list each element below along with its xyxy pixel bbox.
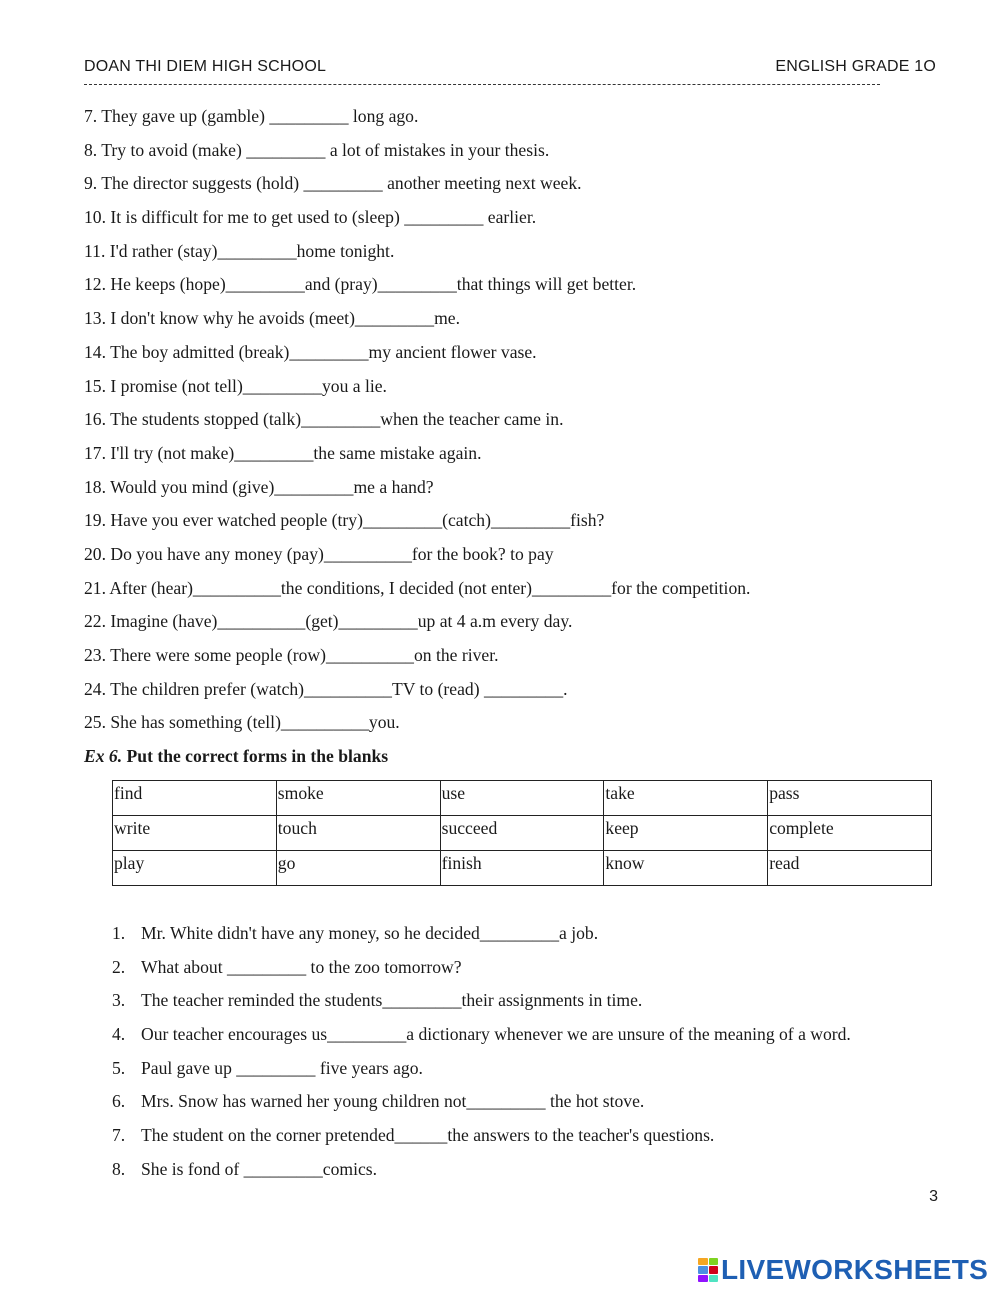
exercise-6-heading (84, 746, 388, 767)
exercise-line: 14. The boy admitted (break)_________my ancient flower vase. (84, 341, 537, 362)
item-text: She is fond of _________comics. (141, 1158, 378, 1179)
exercise-line: 8. Try to avoid (make) _________ a lot of mistakes in your thesis. (84, 139, 550, 160)
exercise-line: 23. There were some people (row)__________on the river. (84, 645, 499, 665)
word-cell: find (113, 781, 277, 816)
exercise-line: 16. The students stopped (talk)_________when the teacher came in. (84, 409, 564, 430)
word-cell: keep (604, 816, 768, 851)
item-number: 8. (112, 1158, 126, 1179)
exercise-line: 15. I promise (not tell)_________you a lie. (84, 375, 387, 396)
word-bank-table (112, 780, 932, 886)
item-number: 1. (112, 923, 126, 943)
item-number: 3. (112, 990, 126, 1011)
exercise-line: 22. Imagine (have)__________(get)_________up at 4 a.m every day. (84, 611, 573, 632)
list-item (112, 1021, 851, 1055)
logo-tile (698, 1275, 708, 1282)
exercise-line: 10. It is difficult for me to get used to (sleep) _________ earlier. (84, 207, 537, 228)
table-row (113, 781, 932, 816)
item-number: 2. (112, 956, 126, 977)
word-cell: touch (276, 816, 440, 851)
header-subject: ENGLISH GRADE 1O (775, 58, 936, 75)
list-item (112, 954, 851, 988)
word-cell: go (276, 851, 440, 886)
list-item (112, 987, 851, 1021)
word-cell: play (113, 851, 277, 886)
list-item (112, 1088, 851, 1122)
table-row (113, 851, 932, 886)
item-text: Mrs. Snow has warned her young children not_________ the hot stove. (141, 1091, 645, 1112)
exercise-line: 9. The director suggests (hold) _________ another meeting next week. (84, 173, 582, 194)
exercise-line: 20. Do you have any money (pay)__________for the book? to pay (84, 543, 554, 564)
item-number: 7. (112, 1125, 126, 1146)
table-row (113, 816, 932, 851)
exercise-line: 19. Have you ever watched people (try)_________(catch)_________fish? (84, 510, 605, 531)
word-cell: take (604, 781, 768, 816)
word-cell: use (440, 781, 604, 816)
list-item (112, 1122, 851, 1156)
liveworksheets-wordmark: LIVEWORKSHEETS (721, 1254, 989, 1285)
word-cell: smoke (276, 781, 440, 816)
word-cell: complete (768, 816, 932, 851)
item-text: Paul gave up _________ five years ago. (141, 1057, 423, 1078)
list-item (112, 1055, 851, 1089)
exercise-6-list (112, 920, 851, 1190)
exercise-line: 13. I don't know why he avoids (meet)_________me. (84, 308, 460, 329)
item-text: The teacher reminded the students_________their assignments in time. (141, 990, 643, 1011)
word-cell: know (604, 851, 768, 886)
exercise-6-label: Ex 6. (84, 746, 123, 766)
exercise-line: 21. After (hear)__________the conditions, I decided (not enter)_________for the competition. (84, 577, 751, 598)
word-cell: finish (440, 851, 604, 886)
liveworksheets-icon (698, 1258, 718, 1282)
logo-tile (698, 1258, 708, 1265)
page-number: 3 (929, 1188, 938, 1205)
item-text: The student on the corner pretended______the answers to the teacher's questions. (141, 1125, 715, 1146)
header-divider (84, 84, 880, 85)
liveworksheets-logo[interactable] (698, 1254, 988, 1286)
exercise-line: 17. I'll try (not make)_________the same mistake again. (84, 442, 482, 463)
exercise-line: 24. The children prefer (watch)__________TV to (read) _________. (84, 678, 568, 699)
item-text: Mr. White didn't have any money, so he decided_________a job. (141, 923, 599, 943)
item-number: 4. (112, 1024, 126, 1045)
item-number: 5. (112, 1057, 126, 1078)
exercise-6-title: Put the correct forms in the blanks (126, 746, 389, 766)
exercise-line: 18. Would you mind (give)_________me a hand? (84, 476, 434, 497)
logo-tile (709, 1266, 719, 1273)
exercise-line: 7. They gave up (gamble) _________ long ago. (84, 106, 419, 126)
list-item (112, 1156, 851, 1190)
exercise-line: 11. I'd rather (stay)_________home tonight. (84, 240, 395, 261)
item-text: Our teacher encourages us_________a dictionary whenever we are unsure of the meaning of a word. (141, 1024, 851, 1045)
exercise-5-list (84, 104, 964, 744)
logo-tile (709, 1275, 719, 1282)
word-cell: write (113, 816, 277, 851)
logo-tile (709, 1258, 719, 1265)
logo-tile (698, 1266, 708, 1273)
exercise-line: 25. She has something (tell)__________you. (84, 712, 400, 733)
item-number: 6. (112, 1091, 126, 1112)
list-item (112, 920, 851, 954)
header-school: DOAN THI DIEM HIGH SCHOOL (84, 58, 327, 75)
item-text: What about _________ to the zoo tomorrow? (141, 956, 462, 977)
exercise-line: 12. He keeps (hope)_________and (pray)_________that things will get better. (84, 274, 637, 295)
word-cell: succeed (440, 816, 604, 851)
word-cell: pass (768, 781, 932, 816)
word-cell: read (768, 851, 932, 886)
